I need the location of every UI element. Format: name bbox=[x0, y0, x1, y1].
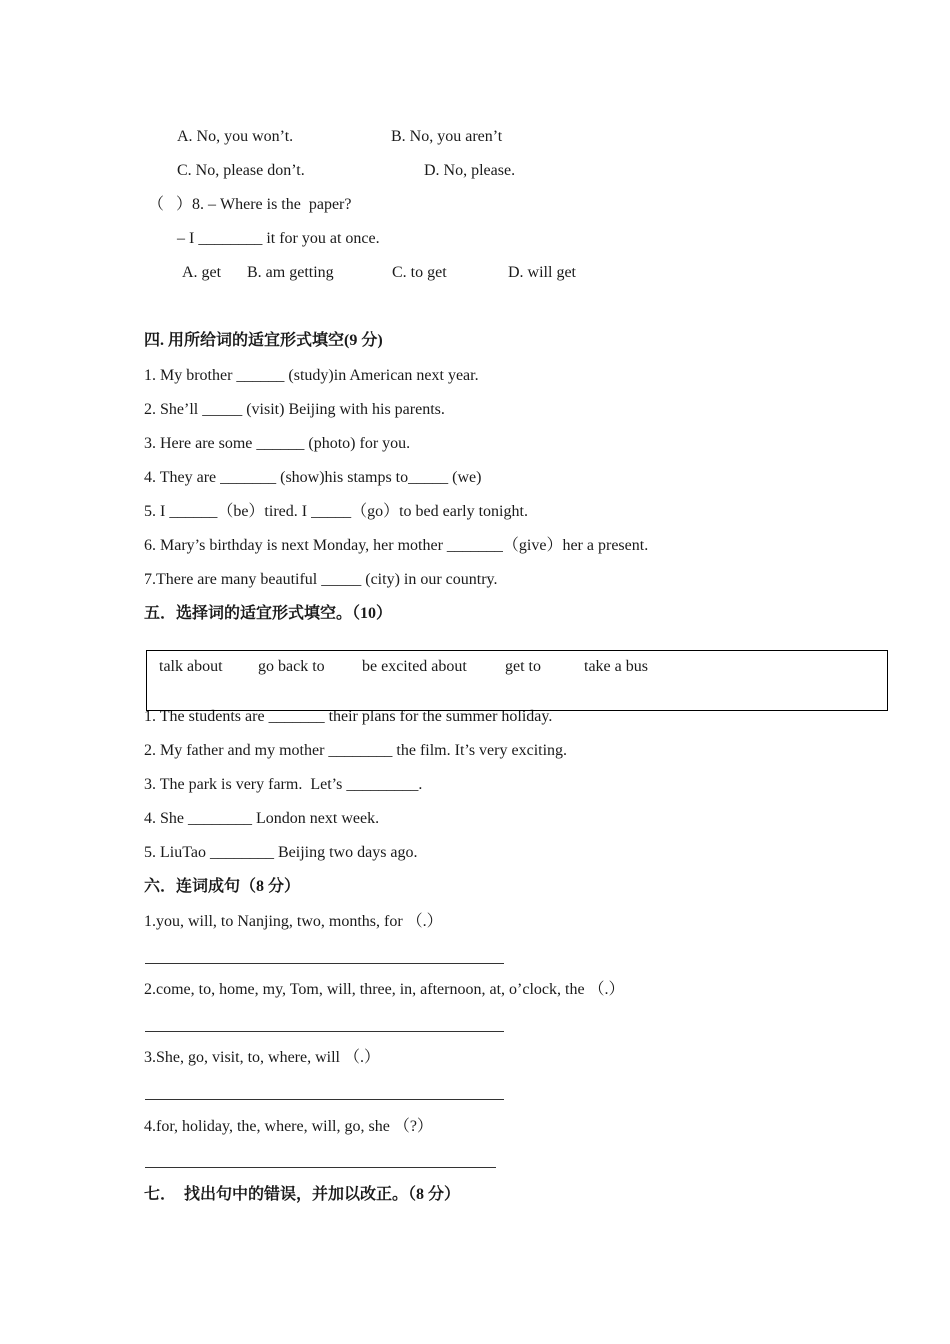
section5-item: 5. LiuTao ________ Beijing two days ago. bbox=[144, 844, 418, 861]
q8-option-d: D. will get bbox=[508, 264, 576, 281]
q8-option-b: B. am getting bbox=[247, 264, 334, 281]
word-bank-item: go back to bbox=[258, 658, 325, 675]
answer-line bbox=[145, 963, 504, 964]
section6-item: 1.you, will, to Nanjing, two, months, for （.） bbox=[144, 913, 443, 930]
section6-title: 六．连词成句（8 分） bbox=[144, 878, 301, 895]
section4-item: 1. My brother ______ (study)in American next year. bbox=[144, 367, 479, 384]
q8-answer-line: – I ________ it for you at once. bbox=[177, 230, 380, 247]
section5-item: 4. She ________ London next week. bbox=[144, 810, 380, 827]
q7-option-d: D. No, please. bbox=[424, 162, 516, 179]
q7-option-c: C. No, please don’t. bbox=[177, 162, 305, 179]
section6-item: 4.for, holiday, the, where, will, go, she （?） bbox=[144, 1118, 433, 1135]
answer-line bbox=[145, 1167, 496, 1168]
q7-option-b: B. No, you aren’t bbox=[391, 128, 503, 145]
section4-title: 四. 用所给词的适宜形式填空(9 分) bbox=[144, 332, 383, 349]
section4-item: 5. I ______（be）tired. I _____（go）to bed early tonight. bbox=[144, 503, 528, 520]
section4-item: 3. Here are some ______ (photo) for you. bbox=[144, 435, 411, 452]
word-bank-item: talk about bbox=[159, 658, 223, 675]
word-bank-item: be excited about bbox=[362, 658, 467, 675]
q8-option-a: A. get bbox=[182, 264, 222, 281]
word-bank-item: take a bus bbox=[584, 658, 648, 675]
section4-item: 4. They are _______ (show)his stamps to_____ (we) bbox=[144, 469, 482, 486]
word-bank-item: get to bbox=[505, 658, 541, 675]
section5-item: 3. The park is very farm. Let’s _________. bbox=[144, 776, 423, 793]
answer-line bbox=[145, 1031, 504, 1032]
section5-item: 2. My father and my mother ________ the film. It’s very exciting. bbox=[144, 742, 568, 759]
section4-item: 6. Mary’s birthday is next Monday, her mother _______（give）her a present. bbox=[144, 537, 649, 554]
section5-item: 1. The students are _______ their plans for the summer holiday. bbox=[144, 708, 553, 725]
section4-item: 2. She’ll _____ (visit) Beijing with his parents. bbox=[144, 401, 445, 418]
answer-line bbox=[145, 1099, 504, 1100]
section4-item: 7.There are many beautiful _____ (city) in our country. bbox=[144, 571, 498, 588]
q8-stem: （ ）8. – Where is the paper? bbox=[148, 196, 352, 213]
section6-item: 3.She, go, visit, to, where, will （.） bbox=[144, 1049, 380, 1066]
section7-title: 七． 找出句中的错误，并加以改正。（8 分） bbox=[144, 1186, 461, 1203]
section6-item: 2.come, to, home, my, Tom, will, three, in, afternoon, at, o’clock, the （.） bbox=[144, 981, 625, 998]
q8-option-c: C. to get bbox=[392, 264, 447, 281]
q7-option-a: A. No, you won’t. bbox=[177, 128, 294, 145]
section5-title: 五．选择词的适宜形式填空。（10） bbox=[144, 605, 393, 622]
